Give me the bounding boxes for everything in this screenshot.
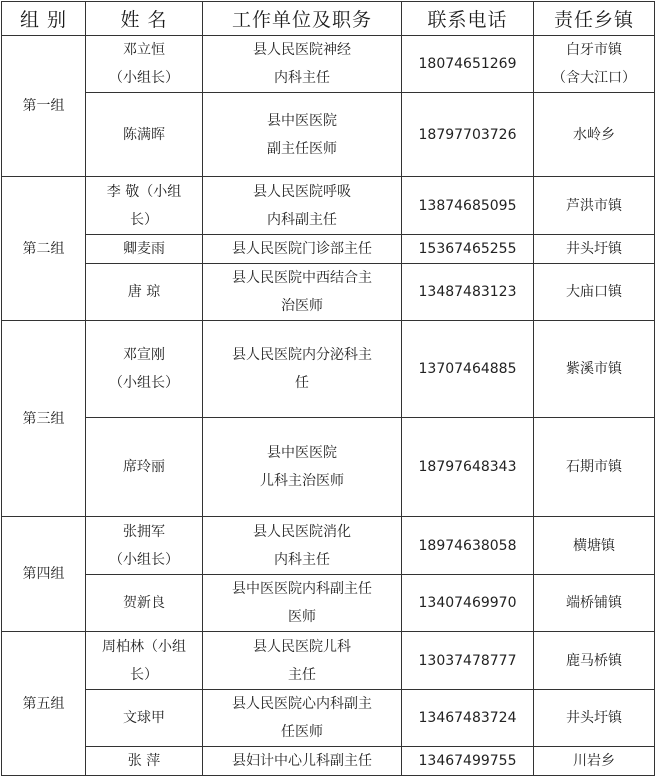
- name-cell: 唐 琼: [86, 264, 203, 321]
- phone-cell: 18797703726: [402, 93, 534, 177]
- unit-cell: 县人民医院内分泌科主 任: [203, 321, 402, 418]
- table-row: [2, 575, 655, 632]
- unit-cell: 县人民医院呼吸 内科副主任: [203, 177, 402, 235]
- name-cell: 张 萍: [86, 747, 203, 776]
- town-cell: 川岩乡: [534, 747, 655, 776]
- phone-cell: 18974638058: [402, 517, 534, 575]
- phone-cell: 13487483123: [402, 264, 534, 321]
- unit-cell: 县人民医院门诊部主任: [203, 235, 402, 264]
- group-cell: 第五组: [2, 632, 86, 776]
- town-cell: 横塘镇: [534, 517, 655, 575]
- town-cell: 芦洪市镇: [534, 177, 655, 235]
- phone-cell: 15367465255: [402, 235, 534, 264]
- name-cell: 邓宣刚 （小组长）: [86, 321, 203, 418]
- town-cell: 鹿马桥镇: [534, 632, 655, 690]
- header-unit-position: 工作单位及职务: [203, 2, 402, 36]
- table-row: [2, 418, 655, 517]
- header-row: [2, 2, 655, 36]
- name-cell: 卿麦雨: [86, 235, 203, 264]
- group-cell: 第一组: [2, 36, 86, 177]
- town-cell: 水岭乡: [534, 93, 655, 177]
- header-phone: 联系电话: [402, 2, 534, 36]
- phone-cell: 13874685095: [402, 177, 534, 235]
- town-cell: 端桥铺镇: [534, 575, 655, 632]
- unit-cell: 县人民医院儿科 主任: [203, 632, 402, 690]
- table-row: [2, 177, 655, 235]
- group-cell: 第四组: [2, 517, 86, 632]
- town-cell: 大庙口镇: [534, 264, 655, 321]
- table-row: [2, 93, 655, 177]
- phone-cell: 18797648343: [402, 418, 534, 517]
- header-name: 姓 名: [86, 2, 203, 36]
- town-cell: 井头圩镇: [534, 235, 655, 264]
- phone-cell: 13467499755: [402, 747, 534, 776]
- unit-cell: 县人民医院中西结合主 治医师: [203, 264, 402, 321]
- town-cell: 白牙市镇 （含大江口）: [534, 36, 655, 93]
- header-town: 责任乡镇: [534, 2, 655, 36]
- unit-cell: 县人民医院神经 内科主任: [203, 36, 402, 93]
- unit-cell: 县人民医院消化 内科主任: [203, 517, 402, 575]
- name-cell: 陈满晖: [86, 93, 203, 177]
- table-row: [2, 235, 655, 264]
- phone-cell: 13707464885: [402, 321, 534, 418]
- phone-cell: 13037478777: [402, 632, 534, 690]
- name-cell: 贺新良: [86, 575, 203, 632]
- unit-cell: 县中医医院 副主任医师: [203, 93, 402, 177]
- name-cell: 周柏林（小组 长）: [86, 632, 203, 690]
- phone-cell: 13407469970: [402, 575, 534, 632]
- phone-cell: 18074651269: [402, 36, 534, 93]
- town-cell: 井头圩镇: [534, 690, 655, 747]
- name-cell: 李 敬（小组 长）: [86, 177, 203, 235]
- town-cell: 紫溪市镇: [534, 321, 655, 418]
- name-cell: 张拥军 （小组长）: [86, 517, 203, 575]
- phone-cell: 13467483724: [402, 690, 534, 747]
- group-cell: 第二组: [2, 177, 86, 321]
- duty-roster-table: [1, 1, 655, 776]
- unit-cell: 县中医医院内科副主任 医师: [203, 575, 402, 632]
- header-group: 组 别: [2, 2, 86, 36]
- name-cell: 席玲丽: [86, 418, 203, 517]
- unit-cell: 县人民医院心内科副主 任医师: [203, 690, 402, 747]
- town-cell: 石期市镇: [534, 418, 655, 517]
- table-row: [2, 321, 655, 418]
- unit-cell: 县中医医院 儿科主治医师: [203, 418, 402, 517]
- table-row: [2, 264, 655, 321]
- table-row: [2, 517, 655, 575]
- table-row: [2, 747, 655, 776]
- table-row: [2, 632, 655, 690]
- name-cell: 邓立恒 （小组长）: [86, 36, 203, 93]
- group-cell: 第三组: [2, 321, 86, 517]
- unit-cell: 县妇计中心儿科副主任: [203, 747, 402, 776]
- table-row: [2, 690, 655, 747]
- name-cell: 文球甲: [86, 690, 203, 747]
- table-row: [2, 36, 655, 93]
